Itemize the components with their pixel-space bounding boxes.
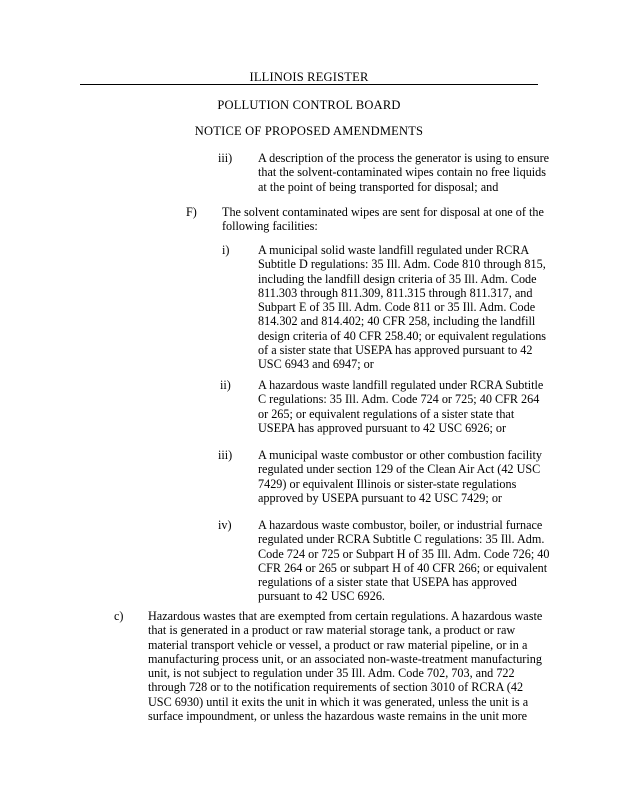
list-item: A hazardous waste combustor, boiler, or industrial furnace regulated under RCRA Subtitle C regulations: 35 Ill. Adm. Code 724 or 725 or Subpart H of 35 Ill. Adm. Code 726; 40 CFR 264 or 265 or subpart H of 40 CFR 266; or equivalent regulations of a sister state that USEPA has approved pursuant to 42 USC 6926. <box>258 518 550 604</box>
list-item: A description of the process the generator is using to ensure that the solvent-contaminated wipes contain no free liquids at the point of being transported for disposal; and <box>258 151 550 194</box>
notice-title: NOTICE OF PROPOSED AMENDMENTS <box>194 124 424 138</box>
item-marker: i) <box>222 243 230 257</box>
header-rule <box>80 84 538 85</box>
list-item: Hazardous wastes that are exempted from certain regulations. A hazardous waste that is generated in a product or raw material storage tank, a product or raw material transport vehicle or vessel, a product or raw material pipeline, or in a manufacturing process unit, or an associated non-waste-treatment manufacturing unit, is not subject to regulation under 35 Ill. Adm. Code 702, 703, and 722 through 728 or to the notification requirements of section 3010 of RCRA (42 USC 6930) until it exits the unit in which it was generated, unless the unit is a surface impoundment, or unless the hazardous waste remains in the unit more <box>148 609 543 724</box>
item-marker: c) <box>114 609 124 623</box>
item-marker: iii) <box>218 448 233 462</box>
list-item: The solvent contaminated wipes are sent for disposal at one of the following facilities: <box>222 205 544 234</box>
item-marker: ii) <box>220 378 231 392</box>
board-title: POLLUTION CONTROL BOARD <box>217 98 401 112</box>
item-marker: iii) <box>218 151 233 165</box>
register-title: ILLINOIS REGISTER <box>249 70 369 84</box>
list-item: A municipal waste combustor or other combustion facility regulated under section 129 of the Clean Air Act (42 USC 7429) or equivalent Illinois or sister-state regulations approved by USEPA pursuant to 42 USC 7429; or <box>258 448 542 505</box>
list-item: A municipal solid waste landfill regulated under RCRA Subtitle D regulations: 35 Ill. Adm. Code 810 through 815, including the landfill design criteria of 35 Ill. Adm. Code 811.303 through 811.309, 811.315 through 811.317, and Subpart E of 35 Ill. Adm. Code 811 or 35 Ill. Adm. Code 814.302 and 814.402; 40 CFR 258, including the landfill design criteria of 40 CFR 258.40; or equivalent regulations of a sister state that USEPA has approved pursuant to 42 USC 6943 and 6947; or <box>258 243 547 372</box>
item-marker: F) <box>186 205 197 219</box>
item-marker: iv) <box>218 518 232 532</box>
list-item: A hazardous waste landfill regulated under RCRA Subtitle C regulations: 35 Ill. Adm. Code 724 or 725; 40 CFR 264 or 265; or equivalent regulations of a sister state that USEPA has approved pursuant to 42 USC 6926; or <box>258 378 544 435</box>
